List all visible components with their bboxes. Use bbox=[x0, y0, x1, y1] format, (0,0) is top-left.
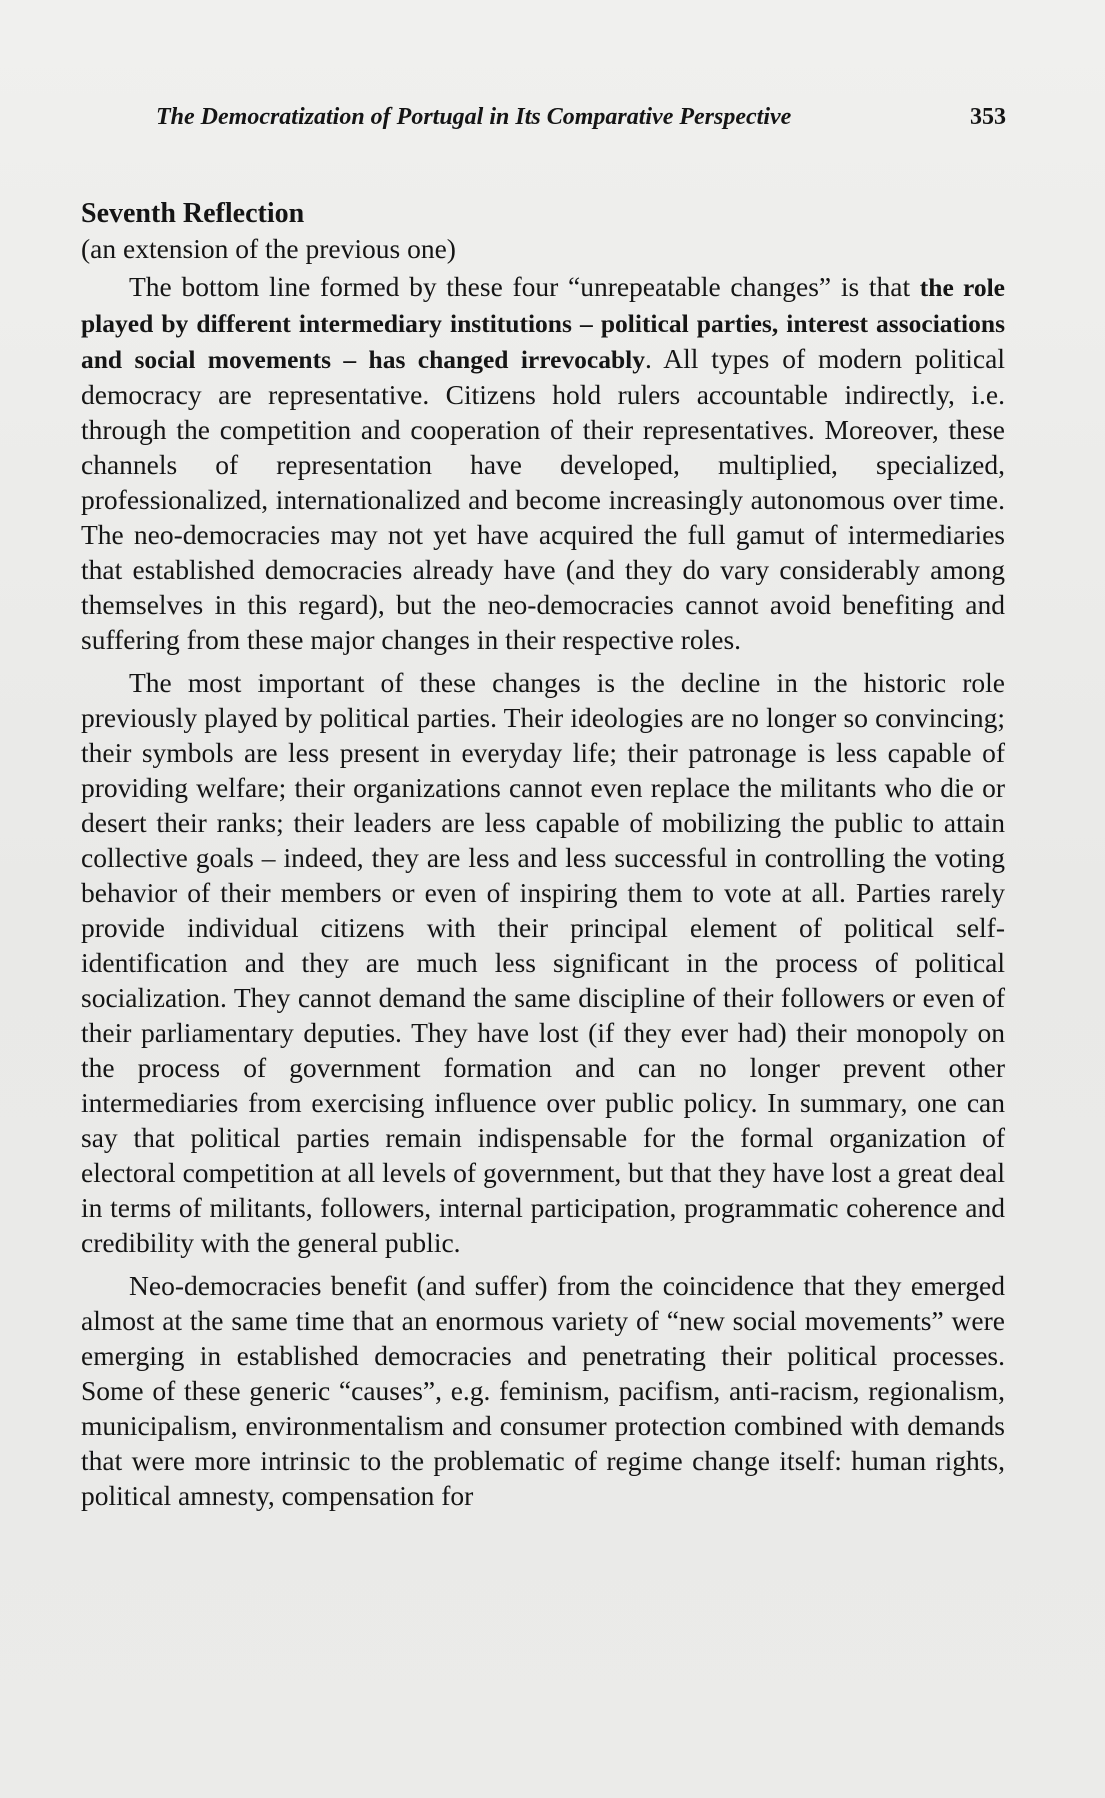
paragraph-1 bbox=[81, 269, 1005, 657]
paragraph-2: The most important of these changes is the decline in the historic role previously played by political parties. Their ideologies are no longer so convincing; their symbols are less present in everyday life; their patronage is less capable of providing welfare; their organizations cannot even replace the militants who die or desert their ranks; their leaders are less capable of mobilizing the public to attain collective goals – indeed, they are less and less successful in controlling the voting behavior of their members or even of inspiring them to vote at all. Parties rarely provide individual citizens with their principal element of political self-identification and they are much less significant in the process of political socialization. They cannot demand the same discipline of their followers or even of their parliamentary deputies. They have lost (if they ever had) their monopoly on the process of government formation and can no longer prevent other intermediaries from exercising influence over public policy. In summary, one can say that political parties remain indispensable for the formal organization of electoral competition at all levels of government, but that they have lost a great deal in terms of militants, followers, internal participation, programmatic coherence and credibility with the general public. bbox=[81, 667, 1005, 1258]
paragraph-1-end: . All types of modern political democracy are representative. Citizens hold rulers accountable indirectly, i.e. through the competition and cooperation of their representatives. Moreover, these channels of representation have developed, multiplied, specialized, professionalized, internationalized and become increasingly autonomous over time. The neo-democracies may not yet have acquired the full gamut of intermediaries that established democracies already have (and they do vary considerably among themselves in this regard), but the neo-democracies cannot avoid benefiting and suffering from these major changes in their respective roles. bbox=[81, 343, 1005, 655]
running-head bbox=[156, 104, 1006, 138]
section-heading: Seventh Reflection bbox=[81, 198, 305, 229]
body-text bbox=[81, 197, 1005, 1513]
section-subtitle: (an extension of the previous one) bbox=[81, 233, 456, 264]
page-number: 353 bbox=[970, 104, 1006, 130]
paragraph-1-start: The bottom line formed by these four “unrepeatable changes” is that bbox=[129, 271, 920, 302]
running-title: The Democratization of Portugal in Its Comparative Perspective bbox=[156, 104, 792, 130]
paragraph-3: Neo-democracies benefit (and suffer) from the coincidence that they emerged almost at the same time that an enormous variety of “new social movements” were emerging in established democracies and penetrating their political processes. Some of these generic “causes”, e.g. feminism, pacifism, anti-racism, regionalism, municipalism, environmentalism and consumer protection combined with demands that were more intrinsic to the problematic of regime change itself: human rights, political amnesty, compensation for bbox=[81, 1270, 1005, 1511]
paragraph-1-bold: the role played by different intermediary institutions – political parties, interest associations and social movements – has changed irrevocably bbox=[81, 273, 1005, 374]
